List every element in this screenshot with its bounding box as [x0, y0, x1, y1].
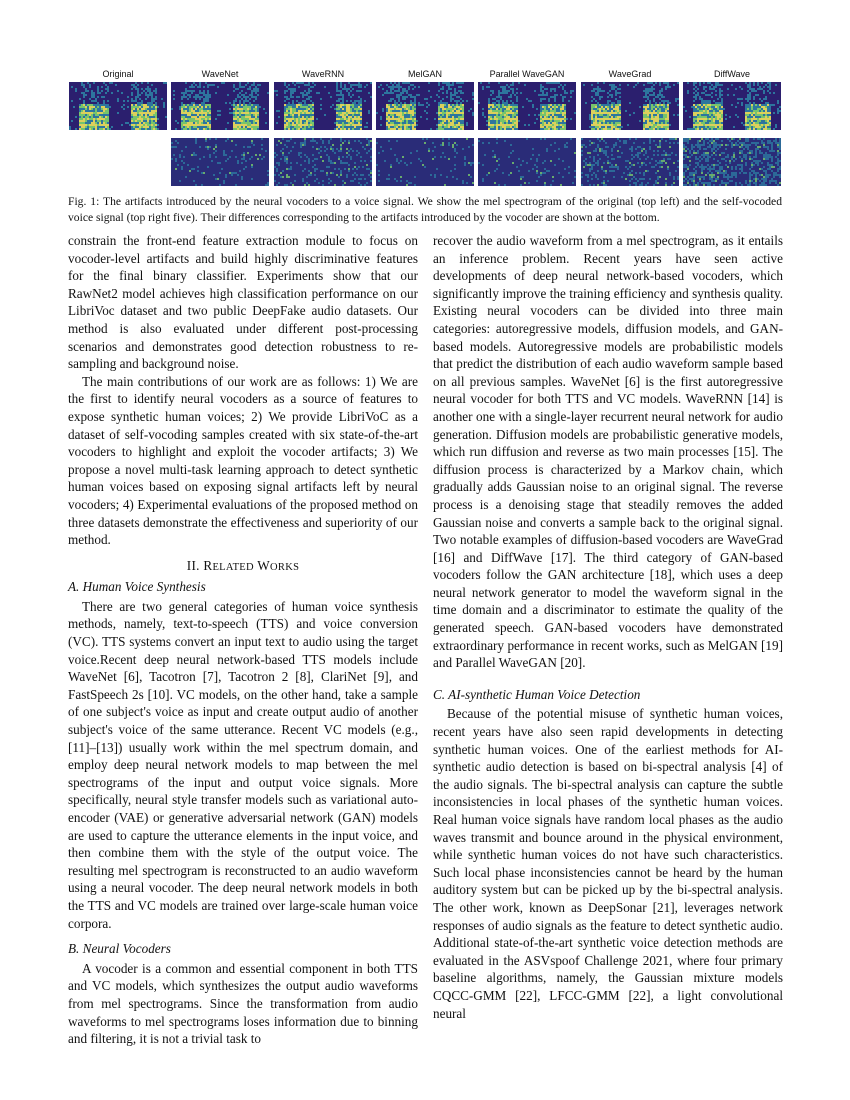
left-column	[68, 232, 418, 1048]
spec-label-diffwave: DiffWave	[713, 69, 750, 79]
difference-spectrogram	[683, 138, 781, 186]
mel-spectrogram	[478, 82, 576, 130]
spec-label-wavernn: WaveRNN	[301, 69, 345, 79]
paragraph: A vocoder is a common and essential component in both TTS and VC models, which synthesizes the output audio waveforms from mel spectrograms. Since the transformation from audio waveforms to mel spectrograms loses information due to binning and filtering, it is not a trivial task to	[68, 960, 418, 1047]
subsection-heading: B. Neural Vocoders	[68, 941, 171, 957]
paragraph: The main contributions of our work are as follows: 1) We are the first to identify neural vocoders as a source of features to expose synthetic human voices; 2) We provide LibriVoC as a dataset of self-vocoding samples created with six state-of-the-art vocoders to highlight and exploit the vocoder artifacts; 3) We propose a novel multi-task learning approach to detect synthetic human voices based on exposing signal artifacts left by neural vocoders; 4) Experimental evaluations of the proposed method on three datasets demonstrate the effectiveness and superiority of our method.	[68, 373, 418, 548]
mel-spectrogram	[69, 82, 167, 130]
subsection-heading: C. AI-synthetic Human Voice Detection	[433, 686, 641, 702]
spec-label-parallel-wavegan: Parallel WaveGAN	[489, 69, 565, 79]
figure-caption: Fig. 1: The artifacts introduced by the neural vocoders to a voice signal. We show the mel spectrogram of the original (top left) and the self-vocoded voice signal (top right five). Their differences corresponding to the artifacts introduced by the vocoder are shown at the bottom.	[68, 195, 782, 224]
mel-spectrogram	[683, 82, 781, 130]
paragraph: Because of the potential misuse of synthetic human voices, recent years have also seen rapid developments in detecting synthetic human voices. One of the earliest methods for AI-synthetic audio detection is based on bi-spectral analysis [4] of the audio signals. The bi-spectral analysis can capture the subtle inconsistencies in local phases of the synthetic human voices. Real human voice signals have random local phases as the audio waves transmit and bounce around in the physical environment, while synthetic human voices do not have such characteristics. Such local phase inconsistencies cannot be heard by the human auditory system but can be picked up by the bi-spectral analysis. The other work, known as DeepSonar [21], leverages network responses of audio signals as the feature to detect synthetic audio. Additional state-of-the-art synthetic voice detection methods are evaluated in the ASVspoof Challenge 2021, where four primary baseline algorithms, namely, the Gaussian mixture models CQCC-GMM [22], LFCC-GMM [22], a light convolutional neural	[433, 706, 783, 1021]
spec-label-melgan: MelGAN	[407, 69, 442, 79]
difference-spectrogram	[376, 138, 474, 186]
paragraph: recover the audio waveform from a mel spectrogram, as it entails an inference problem. Recent years have seen active developments of deep neural network-based vocoders, which significantly improve the training efficiency and synthesis quality. Existing neural vocoders can be divided into three main categories: autoregressive models, diffusion models, and GAN-based models. Autoregressive models are probabilistic models that predict the distribution of each audio waveform sample based on all previous samples. WaveNet [6] is the first autoregressive neural vocoder for both TTS and VC models. WaveRNN [14] is another one with a single-layer recurrent neural network for audio generation. Diffusion models are probabilistic generative models, which run diffusion and reverse as two main processes [15]. The diffusion process is characterized by a Markov chain, which gradually adds Gaussian noise to an original signal. The reverse process is a denoising stage that steadily removes the added Gaussian noise and converts a sample back to the original signal. Two notable examples of diffusion-based vocoders are WaveGrad [16] and DiffWave [17]. The third category of GAN-based vocoders follow the GAN architecture [18], which uses a deep neural network generator to model the waveform signal in the time domain and a discriminator to estimate the quality of the generated speech. GAN-based vocoders have demonstrated extraordinary performance in recent works, such as MelGAN [19] and Parallel WaveGAN [20].	[433, 233, 783, 671]
difference-spectrogram	[171, 138, 269, 186]
right-column	[433, 232, 783, 1022]
difference-spectrogram	[274, 138, 372, 186]
subsection-heading: A. Human Voice Synthesis	[68, 579, 206, 595]
mel-spectrogram	[171, 82, 269, 130]
spec-label-original: Original	[102, 69, 134, 79]
paragraph: There are two general categories of human voice synthesis methods, namely, text-to-speech (TTS) and voice conversion (VC). TTS systems convert an input text to audio using the target voice.Recent deep neural network-based TTS models include WaveNet [6], Tacotron [7], Tacotron 2 [8], ClariNet [9], and FastSpeech 2s [10]. VC models, on the other hand, take a sample of one subject's voice as input and create output audio of another subject's voice of the same utterance. Recent VC models (e.g., [11]–[13]) usually work within the mel spectrum domain, and employ deep neural network models to map between the mel spectrograms of the input and output voice signals. More specifically, neural style transfer models such as variational auto-encoder (VAE) or generative adversarial network (GAN) models are used to capture the utterance elements in the input voice, and then combine them with the style of the output voice. The resulting mel spectrogram is reconstructed to an audio waveform using a neural vocoder. The deep neural network models in both the TTS and VC models are trained over large-scale human voice corpora.	[68, 598, 418, 931]
mel-spectrogram	[581, 82, 679, 130]
difference-spectrogram	[581, 138, 679, 186]
mel-spectrogram	[376, 82, 474, 130]
spec-label-wavegrad: WaveGrad	[608, 69, 652, 79]
section-heading: II. RELATED WORKS	[186, 557, 300, 573]
spec-label-wavenet: WaveNet	[201, 69, 239, 79]
difference-spectrogram	[478, 138, 576, 186]
paragraph: constrain the front-end feature extraction module to focus on vocoder-level artifacts and build highly discriminative features for the final binary classifier. Experiments show that our RawNet2 model achieves high classification performance on our LibriVoc dataset and two public DeepFake audio datasets. Our method is also evaluated under different post-processing scenarios and demonstrates good detection robustness to re-sampling and background noise.	[68, 233, 418, 372]
mel-spectrogram	[274, 82, 372, 130]
